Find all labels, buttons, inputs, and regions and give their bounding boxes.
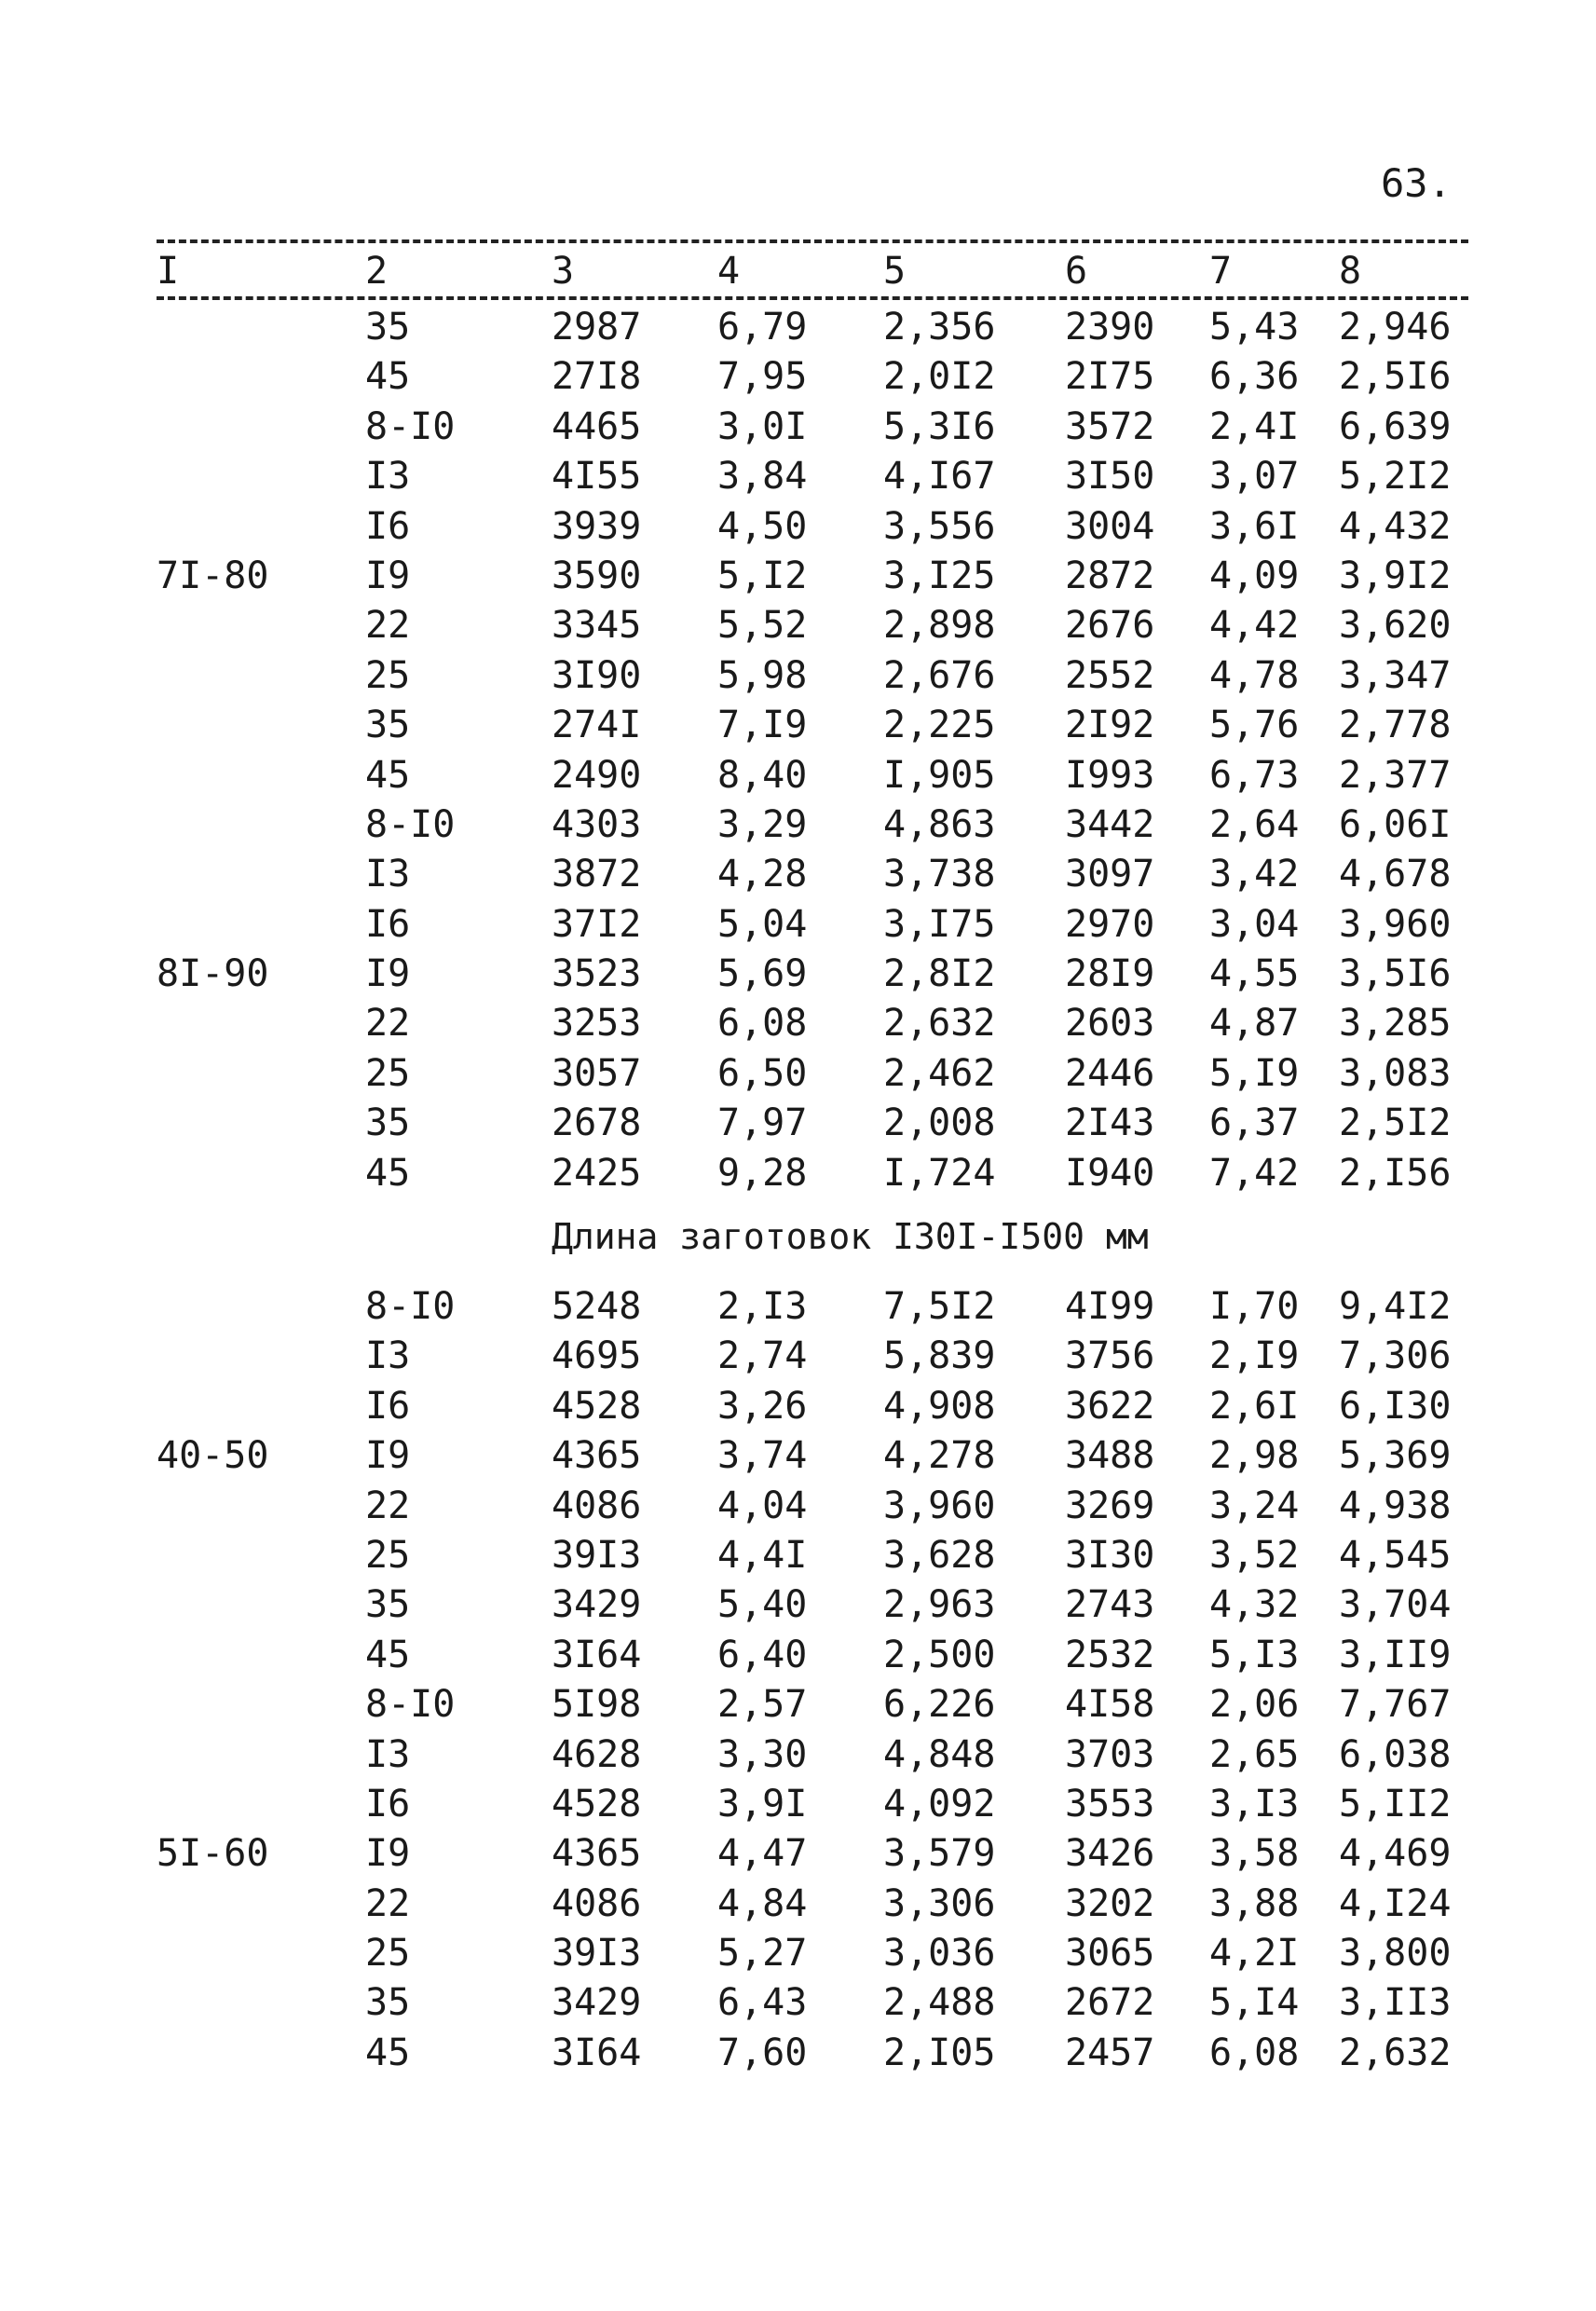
table-cell-col-2: 35: [365, 1583, 411, 1627]
table-cell-col-8: 5,II2: [1339, 1782, 1452, 1826]
table-cell-col-2: 8-I0: [365, 1285, 456, 1328]
table-cell-col-2: I9: [365, 554, 411, 597]
table-cell-col-6: 3065: [1065, 1932, 1155, 1976]
table-row: [0, 704, 1596, 753]
table-cell-col-3: 3057: [552, 1051, 642, 1095]
table-row: [0, 654, 1596, 704]
table-cell-col-3: 3590: [552, 554, 642, 597]
table-cell-col-8: 5,369: [1339, 1434, 1452, 1478]
table-cell-col-6: 3097: [1065, 853, 1155, 896]
table-row: [0, 1385, 1596, 1434]
table-cell-col-7: 3,42: [1209, 853, 1300, 896]
table-cell-col-2: I9: [365, 952, 411, 996]
table-cell-col-3: 4528: [552, 1782, 642, 1826]
table-section-1: [0, 306, 1596, 1201]
table-cell-col-7: 5,I4: [1209, 1981, 1300, 2025]
table-cell-col-7: 7,42: [1209, 1151, 1300, 1195]
table-cell-col-8: 4,545: [1339, 1533, 1452, 1577]
table-cell-col-8: 3,800: [1339, 1932, 1452, 1976]
table-cell-col-4: 7,I9: [717, 704, 808, 747]
table-cell-col-6: 3553: [1065, 1782, 1155, 1826]
table-cell-col-4: 3,29: [717, 802, 808, 846]
table-cell-col-4: 4,28: [717, 853, 808, 896]
table-cell-col-3: 2678: [552, 1101, 642, 1145]
table-cell-col-8: 3,704: [1339, 1583, 1452, 1627]
table-cell-col-4: 7,95: [717, 355, 808, 399]
table-cell-col-8: 3,9I2: [1339, 554, 1452, 597]
table-cell-col-4: 7,60: [717, 2031, 808, 2074]
table-cell-col-8: 6,038: [1339, 1732, 1452, 1776]
table-cell-col-5: 3,579: [883, 1832, 996, 1876]
table-cell-col-3: 2425: [552, 1151, 642, 1195]
table-row: [0, 405, 1596, 455]
table-cell-col-7: 5,I3: [1209, 1633, 1300, 1676]
header-col-1: I: [157, 250, 180, 293]
table-row: [0, 505, 1596, 554]
table-cell-col-3: 3939: [552, 504, 642, 548]
table-cell-col-2: 45: [365, 1633, 411, 1676]
table-cell-col-6: 3I30: [1065, 1533, 1155, 1577]
table-cell-col-8: 2,632: [1339, 2031, 1452, 2074]
table-cell-col-3: 4465: [552, 404, 642, 448]
table-cell-col-6: 2743: [1065, 1583, 1155, 1627]
table-cell-col-2: 35: [365, 1101, 411, 1145]
table-cell-col-2: 45: [365, 1151, 411, 1195]
table-cell-col-5: 4,863: [883, 802, 996, 846]
table-cell-col-4: 6,08: [717, 1002, 808, 1046]
table-row: [0, 1101, 1596, 1151]
table-cell-col-4: 5,98: [717, 653, 808, 697]
table-cell-col-1: 8I-90: [157, 952, 269, 996]
table-cell-col-6: 4I99: [1065, 1285, 1155, 1328]
table-cell-col-8: 3,285: [1339, 1002, 1452, 1046]
table-cell-col-2: I6: [365, 504, 411, 548]
table-row: [0, 1484, 1596, 1534]
table-cell-col-7: 5,I9: [1209, 1051, 1300, 1095]
table-cell-col-5: 5,3I6: [883, 404, 996, 448]
table-cell-col-3: 2987: [552, 306, 642, 349]
table-cell-col-6: 3572: [1065, 404, 1155, 448]
table-cell-col-7: 5,43: [1209, 306, 1300, 349]
table-cell-col-6: 2532: [1065, 1633, 1155, 1676]
table-cell-col-3: 3I64: [552, 1633, 642, 1676]
table-cell-col-4: 4,84: [717, 1881, 808, 1925]
table-cell-col-3: 3429: [552, 1981, 642, 2025]
table-cell-col-4: 5,I2: [717, 554, 808, 597]
table-row: [0, 1634, 1596, 1683]
table-cell-col-5: 2,0I2: [883, 355, 996, 399]
table-cell-col-5: I,724: [883, 1151, 996, 1195]
table-cell-col-5: 3,960: [883, 1484, 996, 1527]
table-cell-col-7: 2,98: [1209, 1434, 1300, 1478]
table-cell-col-6: 3756: [1065, 1334, 1155, 1378]
table-cell-col-6: 3202: [1065, 1881, 1155, 1925]
table-cell-col-7: 5,76: [1209, 704, 1300, 747]
table-cell-col-4: 5,27: [717, 1932, 808, 1976]
table-cell-col-5: 2,I05: [883, 2031, 996, 2074]
page-number: 63.: [1381, 160, 1452, 206]
table-cell-col-4: 4,04: [717, 1484, 808, 1527]
table-cell-col-2: 35: [365, 1981, 411, 2025]
table-cell-col-2: 25: [365, 1932, 411, 1976]
table-cell-col-4: 6,43: [717, 1981, 808, 2025]
table-cell-col-6: 2446: [1065, 1051, 1155, 1095]
table-row: [0, 853, 1596, 902]
table-cell-col-4: 2,57: [717, 1683, 808, 1727]
table-cell-col-6: 2457: [1065, 2031, 1155, 2074]
table-cell-col-2: 35: [365, 704, 411, 747]
table-row: [0, 1052, 1596, 1101]
table-cell-col-6: 2872: [1065, 554, 1155, 597]
table-row: [0, 1583, 1596, 1633]
table-cell-col-4: 6,50: [717, 1051, 808, 1095]
table-cell-col-5: 2,632: [883, 1002, 996, 1046]
table-cell-col-6: I993: [1065, 753, 1155, 797]
table-cell-col-4: 7,97: [717, 1101, 808, 1145]
table-cell-col-3: 274I: [552, 704, 642, 747]
table-cell-col-5: 4,848: [883, 1732, 996, 1776]
table-row: [0, 455, 1596, 504]
table-cell-col-2: I9: [365, 1434, 411, 1478]
table-row: [0, 1285, 1596, 1334]
top-dashed-rule: [157, 239, 1468, 243]
table-cell-col-6: 2672: [1065, 1981, 1155, 2025]
table-cell-col-4: 5,40: [717, 1583, 808, 1627]
table-cell-col-7: 2,06: [1209, 1683, 1300, 1727]
table-cell-col-5: 2,898: [883, 604, 996, 648]
table-cell-col-6: 28I9: [1065, 952, 1155, 996]
table-cell-col-5: 3,I75: [883, 902, 996, 946]
table-cell-col-3: 3253: [552, 1002, 642, 1046]
table-section-2: [0, 1285, 1596, 2081]
table-row: [0, 1783, 1596, 1832]
table-cell-col-1: 40-50: [157, 1434, 269, 1478]
table-cell-col-4: 3,0I: [717, 404, 808, 448]
table-cell-col-3: 3I90: [552, 653, 642, 697]
table-cell-col-2: 8-I0: [365, 802, 456, 846]
table-cell-col-3: 27I8: [552, 355, 642, 399]
table-cell-col-3: 4695: [552, 1334, 642, 1378]
header-col-3: 3: [552, 250, 575, 293]
table-cell-col-5: 3,036: [883, 1932, 996, 1976]
table-cell-col-7: 6,73: [1209, 753, 1300, 797]
table-cell-col-6: 3488: [1065, 1434, 1155, 1478]
table-cell-col-5: 3,556: [883, 504, 996, 548]
table-cell-col-5: 4,908: [883, 1384, 996, 1428]
table-cell-col-5: 7,5I2: [883, 1285, 996, 1328]
table-cell-col-2: I6: [365, 1384, 411, 1428]
table-cell-col-7: 2,65: [1209, 1732, 1300, 1776]
table-cell-col-5: 2,8I2: [883, 952, 996, 996]
table-cell-col-5: 3,306: [883, 1881, 996, 1925]
table-cell-col-7: 2,6I: [1209, 1384, 1300, 1428]
table-cell-col-4: 4,4I: [717, 1533, 808, 1577]
table-row: [0, 803, 1596, 853]
table-cell-col-4: 6,79: [717, 306, 808, 349]
table-cell-col-5: 3,738: [883, 853, 996, 896]
table-cell-col-3: 37I2: [552, 902, 642, 946]
table-cell-col-7: 2,I9: [1209, 1334, 1300, 1378]
table-cell-col-5: 2,008: [883, 1101, 996, 1145]
table-cell-col-6: 2I43: [1065, 1101, 1155, 1145]
table-cell-col-6: 3I50: [1065, 455, 1155, 499]
table-cell-col-7: 3,88: [1209, 1881, 1300, 1925]
table-cell-col-7: 3,I3: [1209, 1782, 1300, 1826]
table-cell-col-5: 5,839: [883, 1334, 996, 1378]
table-cell-col-3: 4365: [552, 1832, 642, 1876]
table-row: [0, 903, 1596, 952]
table-cell-col-6: 3269: [1065, 1484, 1155, 1527]
table-cell-col-8: 2,I56: [1339, 1151, 1452, 1195]
table-cell-col-3: 39I3: [552, 1932, 642, 1976]
table-cell-col-4: 2,74: [717, 1334, 808, 1378]
table-cell-col-1: 5I-60: [157, 1832, 269, 1876]
table-cell-col-2: 22: [365, 604, 411, 648]
table-cell-col-7: 6,36: [1209, 355, 1300, 399]
table-cell-col-4: 2,I3: [717, 1285, 808, 1328]
table-cell-col-2: 22: [365, 1881, 411, 1925]
table-cell-col-6: 2390: [1065, 306, 1155, 349]
table-cell-col-2: 8-I0: [365, 404, 456, 448]
table-cell-col-7: 4,42: [1209, 604, 1300, 648]
table-cell-col-5: 3,628: [883, 1533, 996, 1577]
table-cell-col-8: 4,678: [1339, 853, 1452, 896]
table-cell-col-2: 22: [365, 1002, 411, 1046]
table-cell-col-5: 2,356: [883, 306, 996, 349]
table-cell-col-7: 2,4I: [1209, 404, 1300, 448]
table-cell-col-6: 2676: [1065, 604, 1155, 648]
table-row: [0, 306, 1596, 355]
table-cell-col-1: 7I-80: [157, 554, 269, 597]
table-row: [0, 1832, 1596, 1881]
table-cell-col-4: 4,47: [717, 1832, 808, 1876]
table-cell-col-4: 3,26: [717, 1384, 808, 1428]
table-cell-col-6: 3703: [1065, 1732, 1155, 1776]
header-dashed-rule: [157, 296, 1468, 300]
table-cell-col-5: 2,500: [883, 1633, 996, 1676]
table-cell-col-7: 2,64: [1209, 802, 1300, 846]
table-cell-col-5: 2,963: [883, 1583, 996, 1627]
table-cell-col-2: I6: [365, 1782, 411, 1826]
table-row: [0, 1002, 1596, 1051]
table-cell-col-2: I9: [365, 1832, 411, 1876]
table-cell-col-6: 2I75: [1065, 355, 1155, 399]
table-cell-col-4: 3,74: [717, 1434, 808, 1478]
table-cell-col-5: I,905: [883, 753, 996, 797]
table-cell-col-3: 3345: [552, 604, 642, 648]
table-cell-col-4: 5,69: [717, 952, 808, 996]
table-cell-col-8: 3,083: [1339, 1051, 1452, 1095]
table-cell-col-8: 7,306: [1339, 1334, 1452, 1378]
table-cell-col-4: 5,04: [717, 902, 808, 946]
table-cell-col-3: 5248: [552, 1285, 642, 1328]
table-row: [0, 952, 1596, 1002]
table-cell-col-7: I,70: [1209, 1285, 1300, 1328]
table-cell-col-4: 9,28: [717, 1151, 808, 1195]
table-cell-col-8: 6,06I: [1339, 802, 1452, 846]
table-cell-col-2: 8-I0: [365, 1683, 456, 1727]
table-row: [0, 554, 1596, 604]
table-cell-col-7: 3,07: [1209, 455, 1300, 499]
table-cell-col-5: 4,278: [883, 1434, 996, 1478]
table-row: [0, 1882, 1596, 1932]
header-col-2: 2: [365, 250, 389, 293]
table-cell-col-5: 4,I67: [883, 455, 996, 499]
table-cell-col-3: 4528: [552, 1384, 642, 1428]
table-cell-col-3: 4086: [552, 1881, 642, 1925]
table-cell-col-5: 2,225: [883, 704, 996, 747]
table-cell-col-8: 5,2I2: [1339, 455, 1452, 499]
header-col-8: 8: [1339, 250, 1362, 293]
table-cell-col-3: 4365: [552, 1434, 642, 1478]
table-cell-col-8: 3,II9: [1339, 1633, 1452, 1676]
table-cell-col-3: 3429: [552, 1583, 642, 1627]
table-cell-col-6: 3004: [1065, 504, 1155, 548]
table-cell-col-2: 45: [365, 753, 411, 797]
table-row: [0, 604, 1596, 653]
table-cell-col-4: 3,84: [717, 455, 808, 499]
table-cell-col-5: 6,226: [883, 1683, 996, 1727]
column-header-row: [0, 250, 1596, 302]
table-row: [0, 2031, 1596, 2081]
table-cell-col-7: 3,58: [1209, 1832, 1300, 1876]
table-cell-col-7: 3,24: [1209, 1484, 1300, 1527]
table-cell-col-8: 7,767: [1339, 1683, 1452, 1727]
header-col-6: 6: [1065, 250, 1088, 293]
table-row: [0, 1683, 1596, 1732]
table-row: [0, 1932, 1596, 1981]
table-cell-col-6: 3426: [1065, 1832, 1155, 1876]
table-cell-col-8: 6,I30: [1339, 1384, 1452, 1428]
table-cell-col-6: 2I92: [1065, 704, 1155, 747]
table-row: [0, 1434, 1596, 1484]
table-cell-col-3: 4086: [552, 1484, 642, 1527]
table-cell-col-2: 45: [365, 355, 411, 399]
table-cell-col-8: 4,469: [1339, 1832, 1452, 1876]
table-cell-col-8: 3,620: [1339, 604, 1452, 648]
table-cell-col-7: 6,08: [1209, 2031, 1300, 2074]
header-col-7: 7: [1209, 250, 1233, 293]
table-cell-col-2: I3: [365, 853, 411, 896]
table-cell-col-8: 4,938: [1339, 1484, 1452, 1527]
table-cell-col-7: 4,78: [1209, 653, 1300, 697]
table-cell-col-8: 3,347: [1339, 653, 1452, 697]
table-cell-col-2: 25: [365, 1051, 411, 1095]
table-cell-col-5: 2,676: [883, 653, 996, 697]
table-row: [0, 1981, 1596, 2031]
table-cell-col-3: 5I98: [552, 1683, 642, 1727]
table-cell-col-7: 4,55: [1209, 952, 1300, 996]
table-cell-col-3: 4303: [552, 802, 642, 846]
table-cell-col-8: 9,4I2: [1339, 1285, 1452, 1328]
header-col-5: 5: [883, 250, 907, 293]
table-cell-col-7: 3,04: [1209, 902, 1300, 946]
table-cell-col-8: 6,639: [1339, 404, 1452, 448]
table-cell-col-6: 2603: [1065, 1002, 1155, 1046]
table-cell-col-8: 4,I24: [1339, 1881, 1452, 1925]
table-cell-col-8: 3,5I6: [1339, 952, 1452, 996]
table-cell-col-3: 39I3: [552, 1533, 642, 1577]
table-cell-col-7: 4,2I: [1209, 1932, 1300, 1976]
table-cell-col-8: 2,946: [1339, 306, 1452, 349]
table-cell-col-2: 25: [365, 1533, 411, 1577]
table-cell-col-7: 3,52: [1209, 1533, 1300, 1577]
table-cell-col-6: 3442: [1065, 802, 1155, 846]
table-cell-col-8: 2,5I6: [1339, 355, 1452, 399]
table-cell-col-6: I940: [1065, 1151, 1155, 1195]
table-cell-col-7: 6,37: [1209, 1101, 1300, 1145]
table-cell-col-8: 2,377: [1339, 753, 1452, 797]
table-cell-col-5: 4,092: [883, 1782, 996, 1826]
table-cell-col-4: 8,40: [717, 753, 808, 797]
table-cell-col-2: I3: [365, 455, 411, 499]
table-cell-col-4: 3,9I: [717, 1782, 808, 1826]
table-cell-col-3: 4628: [552, 1732, 642, 1776]
table-cell-col-7: 3,6I: [1209, 504, 1300, 548]
header-col-4: 4: [717, 250, 741, 293]
table-cell-col-4: 4,50: [717, 504, 808, 548]
table-cell-col-5: 2,488: [883, 1981, 996, 2025]
table-row: [0, 754, 1596, 803]
table-cell-col-3: 3I64: [552, 2031, 642, 2074]
table-cell-col-2: 35: [365, 306, 411, 349]
table-cell-col-4: 5,52: [717, 604, 808, 648]
table-cell-col-2: 22: [365, 1484, 411, 1527]
table-row: [0, 355, 1596, 404]
table-cell-col-5: 2,462: [883, 1051, 996, 1095]
table-cell-col-4: 6,40: [717, 1633, 808, 1676]
table-cell-col-7: 4,87: [1209, 1002, 1300, 1046]
table-cell-col-6: 2970: [1065, 902, 1155, 946]
table-cell-col-8: 2,778: [1339, 704, 1452, 747]
section-caption: Длина заготовок I30I-I500 мм: [552, 1216, 1149, 1257]
table-cell-col-2: 25: [365, 653, 411, 697]
table-cell-col-8: 3,960: [1339, 902, 1452, 946]
table-cell-col-3: 3523: [552, 952, 642, 996]
table-row: [0, 1334, 1596, 1384]
table-cell-col-2: I3: [365, 1334, 411, 1378]
table-cell-col-8: 2,5I2: [1339, 1101, 1452, 1145]
table-cell-col-3: 2490: [552, 753, 642, 797]
table-row: [0, 1534, 1596, 1583]
table-row: [0, 1152, 1596, 1201]
table-cell-col-5: 3,I25: [883, 554, 996, 597]
table-cell-col-3: 4I55: [552, 455, 642, 499]
table-cell-col-2: I3: [365, 1732, 411, 1776]
table-row: [0, 1733, 1596, 1783]
table-cell-col-4: 3,30: [717, 1732, 808, 1776]
table-cell-col-2: I6: [365, 902, 411, 946]
table-cell-col-8: 4,432: [1339, 504, 1452, 548]
table-cell-col-6: 3622: [1065, 1384, 1155, 1428]
table-cell-col-7: 4,32: [1209, 1583, 1300, 1627]
table-cell-col-6: 4I58: [1065, 1683, 1155, 1727]
table-cell-col-3: 3872: [552, 853, 642, 896]
table-cell-col-8: 3,II3: [1339, 1981, 1452, 2025]
table-cell-col-7: 4,09: [1209, 554, 1300, 597]
table-cell-col-2: 45: [365, 2031, 411, 2074]
table-cell-col-6: 2552: [1065, 653, 1155, 697]
